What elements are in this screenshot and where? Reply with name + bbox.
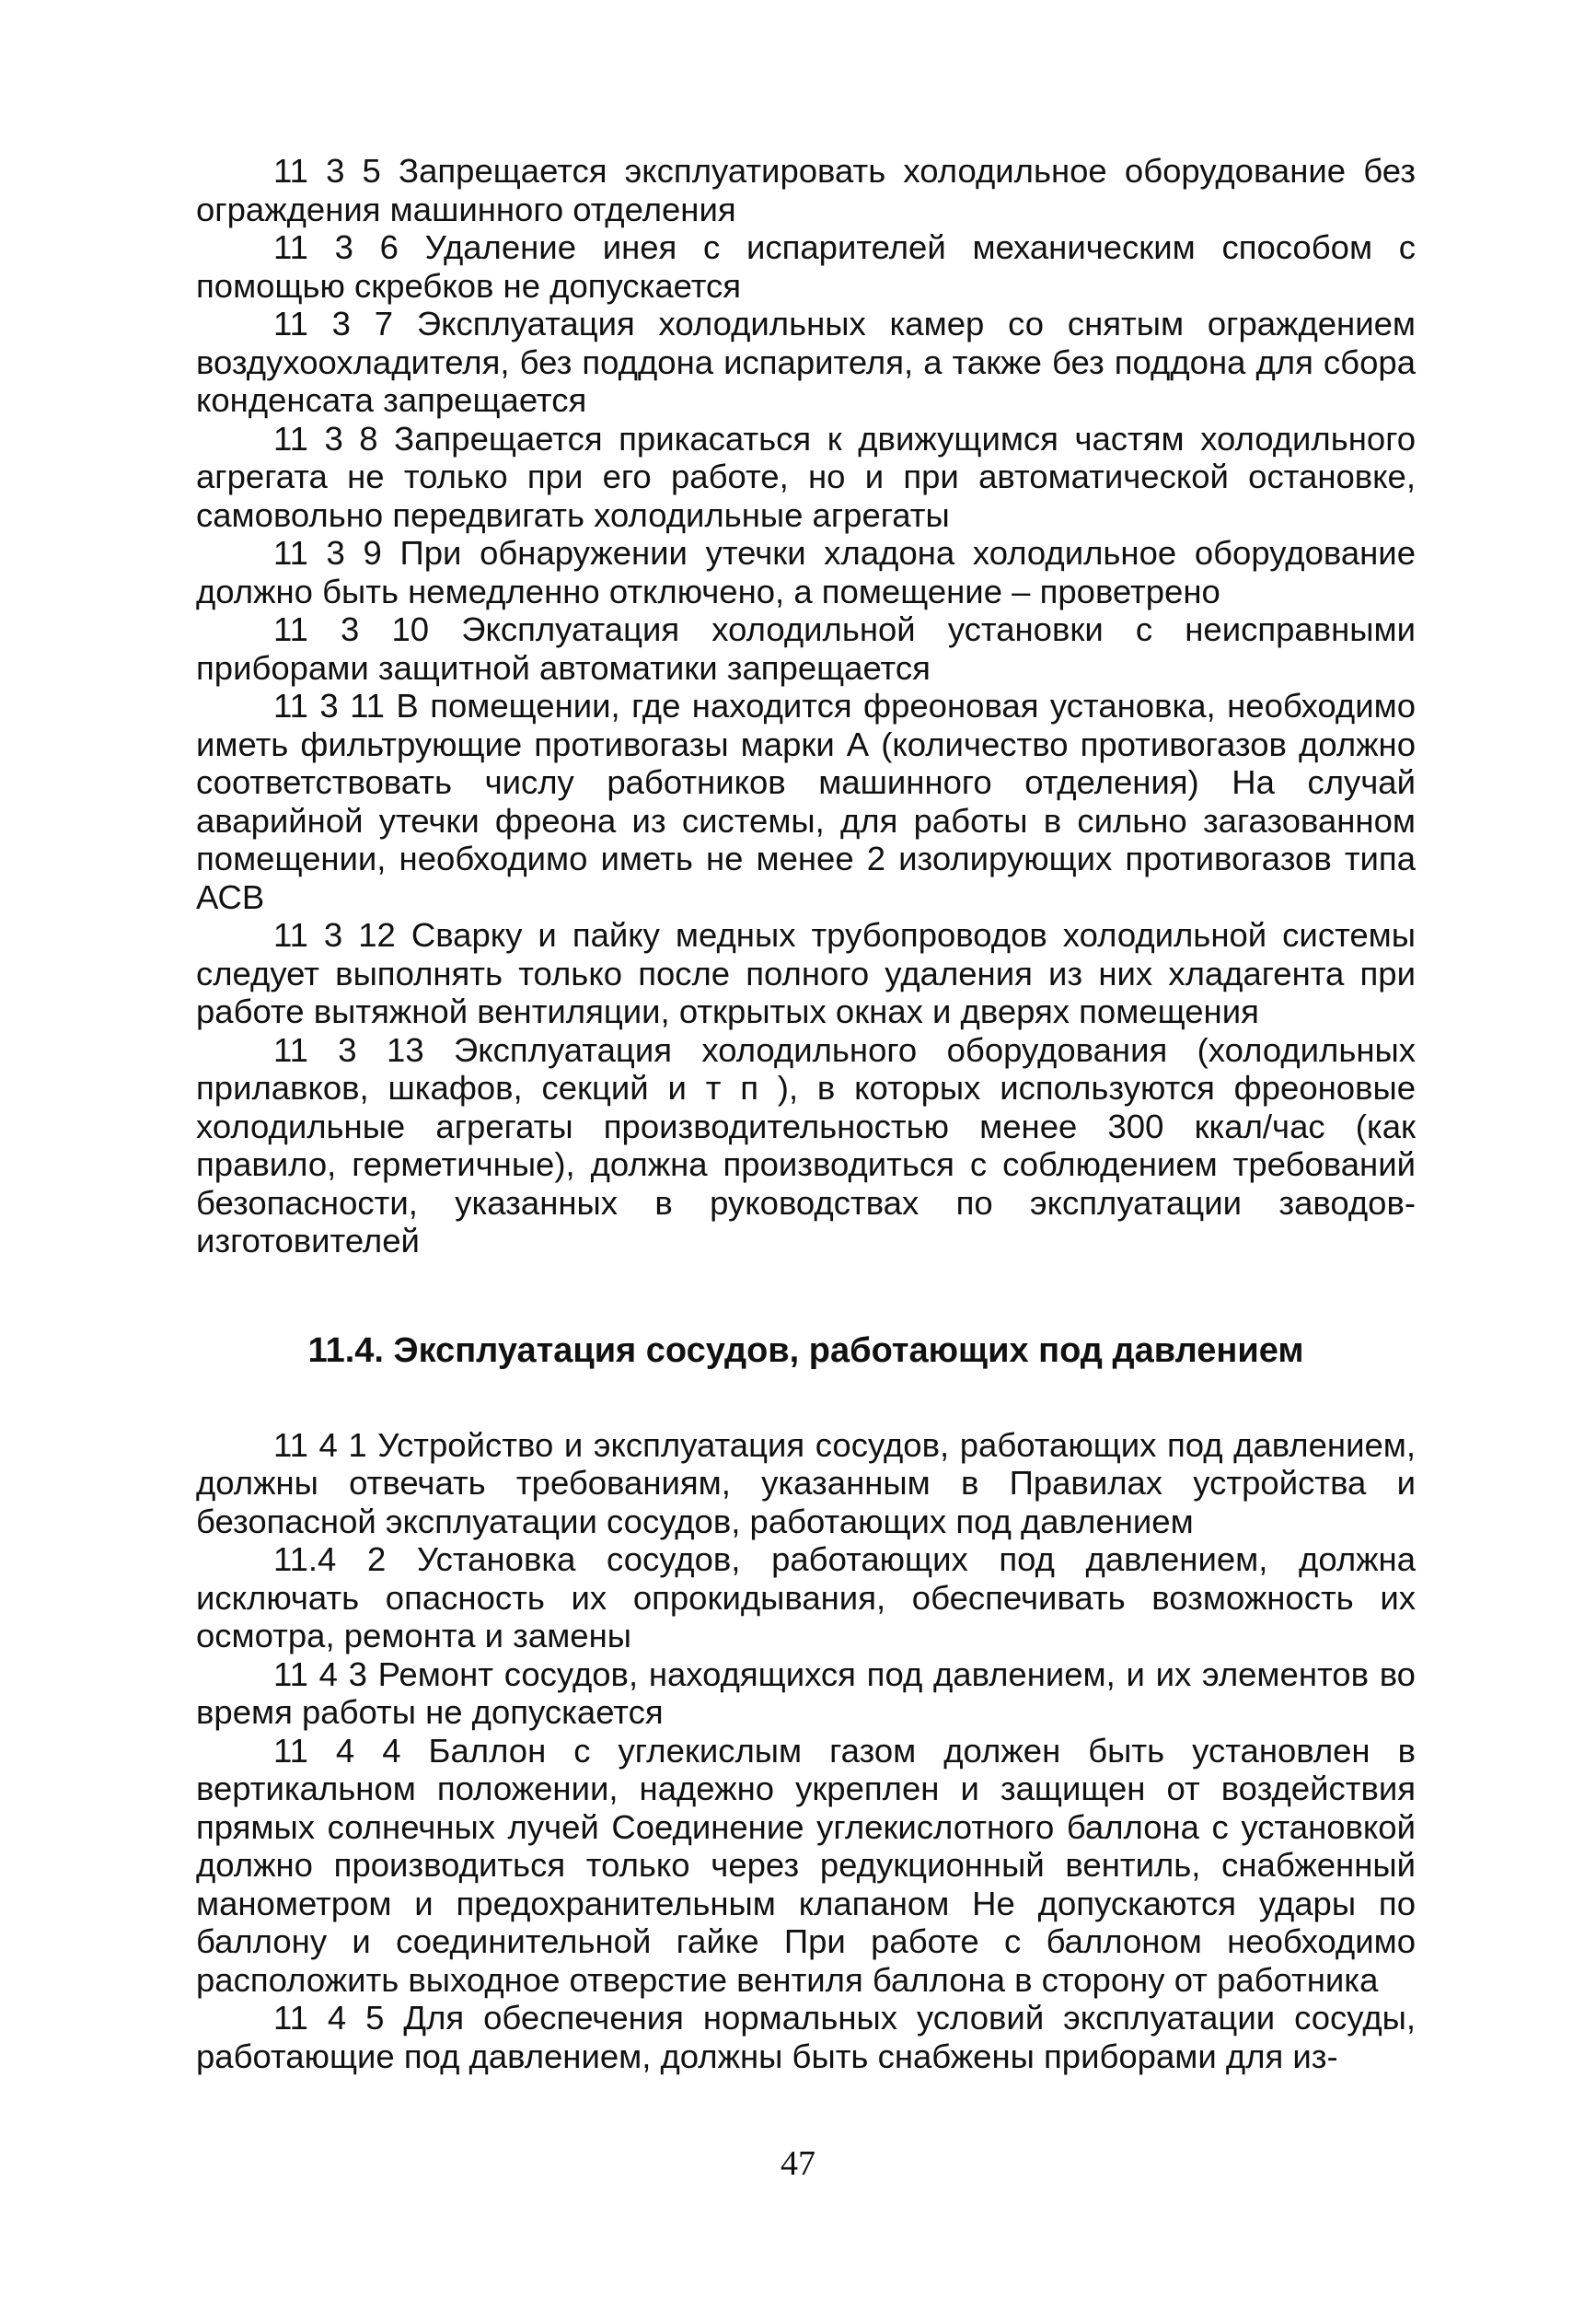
paragraph-11-4-3: 11 4 3 Ремонт сосудов, находящихся под давлением, и их элементов во время работы не допускается bbox=[196, 1654, 1416, 1731]
paragraph-11-3-7: 11 3 7 Эксплуатация холодильных камер со снятым ограждением воздухоохладителя, без поддона испарителя, а также без поддона для сбора конденсата запрещается bbox=[196, 305, 1416, 419]
paragraph-11-3-12: 11 3 12 Сварку и пайку медных трубопроводов холодильной системы следует выполнять только после полного удаления из них хладагента при работе вытяжной вентиляции, открытых окнах и дверях помещения bbox=[196, 916, 1416, 1030]
paragraph-11-4-2: 11.4 2 Установка сосудов, работающих под давлением, должна исключать опасность их опрокидывания, обеспечивать возможность их осмотра, ремонта и замены bbox=[196, 1540, 1416, 1654]
paragraph-11-4-5: 11 4 5 Для обеспечения нормальных условий эксплуатации сосуды, работающие под давлением, должны быть снабжены приборами для из- bbox=[196, 1999, 1416, 2075]
paragraph-11-3-11: 11 3 11 В помещении, где находится фреоновая установка, необходимо иметь фильтрующие противогазы марки А (количество противогазов должно соответствовать числу работников машинного отделения) На случай аварийной утечки фреона из системы, для работы в сильно загазованном помещении, необходимо иметь не менее 2 изолирующих противогазов типа АСВ bbox=[196, 687, 1416, 916]
paragraph-11-3-6: 11 3 6 Удаление инея с испарителей механическим способом с помощью скребков не допускается bbox=[196, 228, 1416, 305]
paragraph-11-3-8: 11 3 8 Запрещается прикасаться к движущимся частям холодильного агрегата не только при его работе, но и при автоматической остановке, самовольно передвигать холодильные агрегаты bbox=[196, 419, 1416, 534]
page-number: 47 bbox=[781, 2144, 815, 2183]
paragraph-11-3-9: 11 3 9 При обнаружении утечки хладона холодильное оборудование должно быть немедленно отключено, а помещение – проветрено bbox=[196, 534, 1416, 610]
paragraph-11-3-5: 11 3 5 Запрещается эксплуатировать холодильное оборудование без ограждения машинного отделения bbox=[196, 152, 1416, 228]
paragraph-11-3-10: 11 3 10 Эксплуатация холодильной установки с неисправными приборами защитной автоматики запрещается bbox=[196, 610, 1416, 687]
paragraph-11-4-4: 11 4 4 Баллон с углекислым газом должен быть установлен в вертикальном положении, надежно укреплен и защищен от воздействия прямых солнечных лучей Соединение углекислотного баллона с установкой должно производиться только через редукционный вентиль, снабженный манометром и предохранительным клапаном Не допускаются удары по баллону и соединительной гайке При работе с баллоном необходимо расположить выходное отверстие вентиля баллона в сторону от работника bbox=[196, 1731, 1416, 1999]
document-page bbox=[196, 152, 1416, 2075]
section-heading-11-4: 11.4. Эксплуатация сосудов, работающих под давлением bbox=[307, 1330, 1304, 1370]
paragraph-11-4-1: 11 4 1 Устройство и эксплуатация сосудов, работающих под давлением, должны отвечать требованиям, указанным в Правилах устройства и безопасной эксплуатации сосудов, работающих под давлением bbox=[196, 1425, 1416, 1540]
paragraph-11-3-13: 11 3 13 Эксплуатация холодильного оборудования (холодильных прилавков, шкафов, секций и т п ), в которых используются фреоновые холодильные агрегаты производительностью менее 300 ккал/час (как правило, герметичные), должна производиться с соблюдением требований безопасности, указанных в руководствах по эксплуатации заводов-изготовителей bbox=[196, 1030, 1416, 1259]
